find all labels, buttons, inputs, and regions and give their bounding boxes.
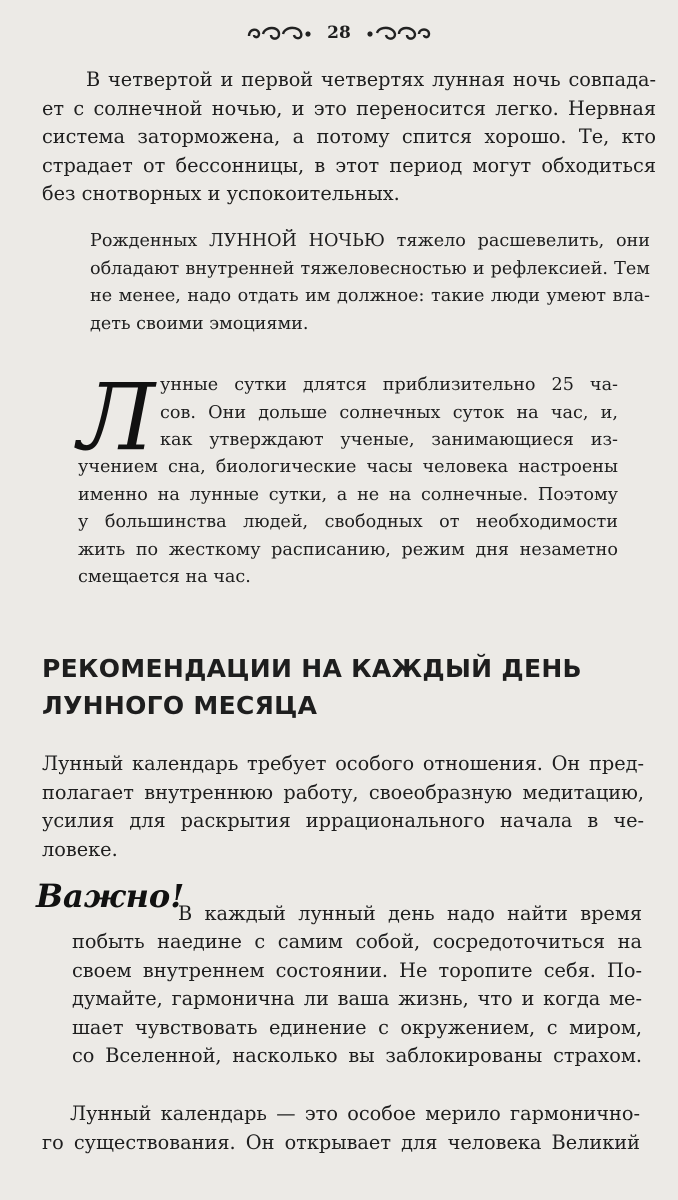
text-line: сов. Они дольше солнечных суток на час, и, <box>160 402 618 423</box>
text-line: со Вселенной, насколько вы заблокированы страхом. <box>72 1044 642 1067</box>
text-line: ловеке. <box>42 837 118 861</box>
text-line: страдает от бессонницы, в этот период могут обходиться <box>42 153 656 177</box>
text-line: жить по жесткому расписанию, режим дня незаметно <box>78 539 618 560</box>
text-line: го существования. Он открывает для человека Великий <box>42 1130 640 1154</box>
paragraph-2 <box>90 228 650 338</box>
text-line: усилия для раскрытия иррационального начала в че- <box>42 809 644 832</box>
swirl-ornament-left-icon <box>245 22 313 44</box>
closing-paragraph <box>42 1100 640 1157</box>
text-line: В каждый лунный день надо найти время <box>178 902 642 925</box>
text-line: обладают внутренней тяжеловесностью и рефлексией. Тем <box>90 258 650 279</box>
text-line: побыть наедине с самим собой, сосредоточиться на <box>72 930 642 953</box>
text-line: думайте, гармонична ли ваша жизнь, что и когда ме- <box>72 987 642 1010</box>
paragraph-3-indented <box>160 372 618 455</box>
swirl-ornament-right-icon <box>365 22 433 44</box>
text-line: Рожденных ЛУННОЙ НОЧЬЮ тяжело расшевелить, они <box>90 231 650 251</box>
text-line: ет с солнечной ночью, и это переносится легко. Нервная <box>42 96 656 120</box>
text-line: смещается на час. <box>78 567 251 587</box>
paragraph-1 <box>42 66 656 209</box>
drop-cap: Л <box>78 364 155 471</box>
section-heading <box>42 650 582 724</box>
text-line: Лунный календарь — это особое мерило гармонично- <box>70 1102 640 1125</box>
text-line: учением сна, биологические часы человека настроены <box>78 457 618 477</box>
intro-paragraph <box>42 750 644 864</box>
text-line: система заторможена, а потому спится хорошо. Те, кто <box>42 125 656 148</box>
text-line: унные сутки длятся приблизительно 25 ча- <box>160 375 618 395</box>
paragraph-3-full <box>78 454 618 592</box>
important-first-line <box>178 900 642 929</box>
text-line: своем внутреннем состоянии. Не торопите себя. По- <box>72 958 642 982</box>
heading-line: ЛУННОГО МЕСЯЦА <box>42 691 318 720</box>
important-paragraph <box>72 928 642 1071</box>
text-line: не менее, надо отдать им должное: такие люди умеют вла- <box>90 286 650 306</box>
page-header <box>0 22 678 44</box>
text-line: как утверждают ученые, занимающиеся из- <box>160 430 618 450</box>
important-label: Важно! <box>36 877 185 915</box>
text-line: без снотворных и успокоительных. <box>42 182 400 205</box>
text-line: деть своими эмоциями. <box>90 313 309 334</box>
heading-line: РЕКОМЕНДАЦИИ НА КАЖДЫЙ ДЕНЬ <box>42 654 582 683</box>
text-line: Лунный календарь требует особого отношения. Он пред- <box>42 752 644 775</box>
text-line: В четвертой и первой четвертях лунная ночь совпада- <box>86 68 656 91</box>
text-line: полагает внутреннюю работу, своеобразную медитацию, <box>42 780 644 804</box>
text-line: шает чувствовать единение с окружением, с миром, <box>72 1015 642 1039</box>
text-line: именно на лунные сутки, а не на солнечные. Поэтому <box>78 484 618 505</box>
page-number: 28 <box>327 23 351 43</box>
text-line: у большинства людей, свободных от необходимости <box>78 512 618 532</box>
